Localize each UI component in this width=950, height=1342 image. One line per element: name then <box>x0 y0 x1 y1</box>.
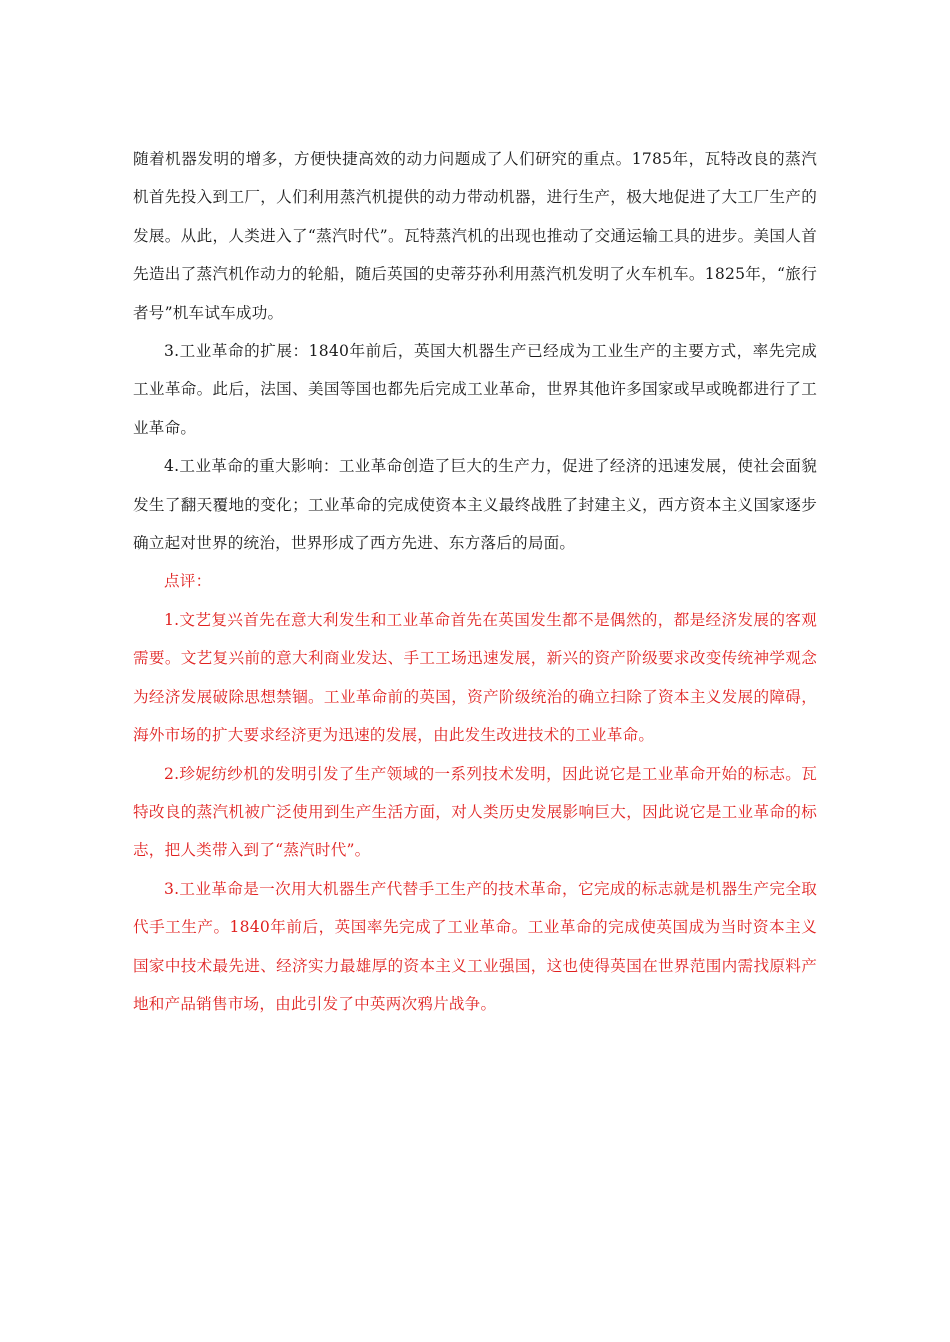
commentary-item-1: 1.文艺复兴首先在意大利发生和工业革命首先在英国发生都不是偶然的，都是经济发展的客观需要。文艺复兴前的意大利商业发达、手工工场迅速发展，新兴的资产阶级要求改变传统神学观念为经济发展破除思想禁锢。工业革命前的英国，资产阶级统治的确立扫除了资本主义发展的障碍，海外市场的扩大要求经济更为迅速的发展，由此发生改进技术的工业革命。 <box>133 610 817 745</box>
paragraph-industrial-revolution-expansion: 3.工业革命的扩展：1840年前后，英国大机器生产已经成为工业生产的主要方式，率先完成工业革命。此后，法国、美国等国也都先后完成工业革命，世界其他许多国家或早或晚都进行了工业革命。 <box>133 342 817 437</box>
commentary-item-2: 2.珍妮纺纱机的发明引发了生产领域的一系列技术发明，因此说它是工业革命开始的标志。瓦特改良的蒸汽机被广泛使用到生产生活方面，对人类历史发展影响巨大，因此说它是工业革命的标志，把人类带入到了“蒸汽时代”。 <box>133 764 817 860</box>
paragraph-industrial-revolution-impact: 4.工业革命的重大影响：工业革命创造了巨大的生产力，促进了经济的迅速发展，使社会面貌发生了翻天覆地的变化；工业革命的完成使资本主义最终战胜了封建主义，西方资本主义国家逐步确立起对世界的统治，世界形成了西方先进、东方落后的局面。 <box>133 457 817 553</box>
paragraph-steam-age: 随着机器发明的增多，方便快捷高效的动力问题成了人们研究的重点。1785年，瓦特改良的蒸汽机首先投入到工厂，人们利用蒸汽机提供的动力带动机器，进行生产，极大地促进了大工厂生产的发展。从此，人类进入了“蒸汽时代”。瓦特蒸汽机的出现也推动了交通运输工具的进步。美国人首先造出了蒸汽机作动力的轮船，随后英国的史蒂芬孙利用蒸汽机发明了火车机车。1825年，“旅行者号”机车试车成功。 <box>133 150 817 322</box>
document-body <box>133 140 817 1023</box>
commentary-item-3: 3.工业革命是一次用大机器生产代替手工生产的技术革命，它完成的标志就是机器生产完全取代手工生产。1840年前后，英国率先完成了工业革命。工业革命的完成使英国成为当时资本主义国家中技术最先进、经济实力最雄厚的资本主义工业强国，这也使得英国在世界范围内需找原料产地和产品销售市场，由此引发了中英两次鸦片战争。 <box>133 879 817 1013</box>
commentary-heading: 点评： <box>164 572 212 591</box>
